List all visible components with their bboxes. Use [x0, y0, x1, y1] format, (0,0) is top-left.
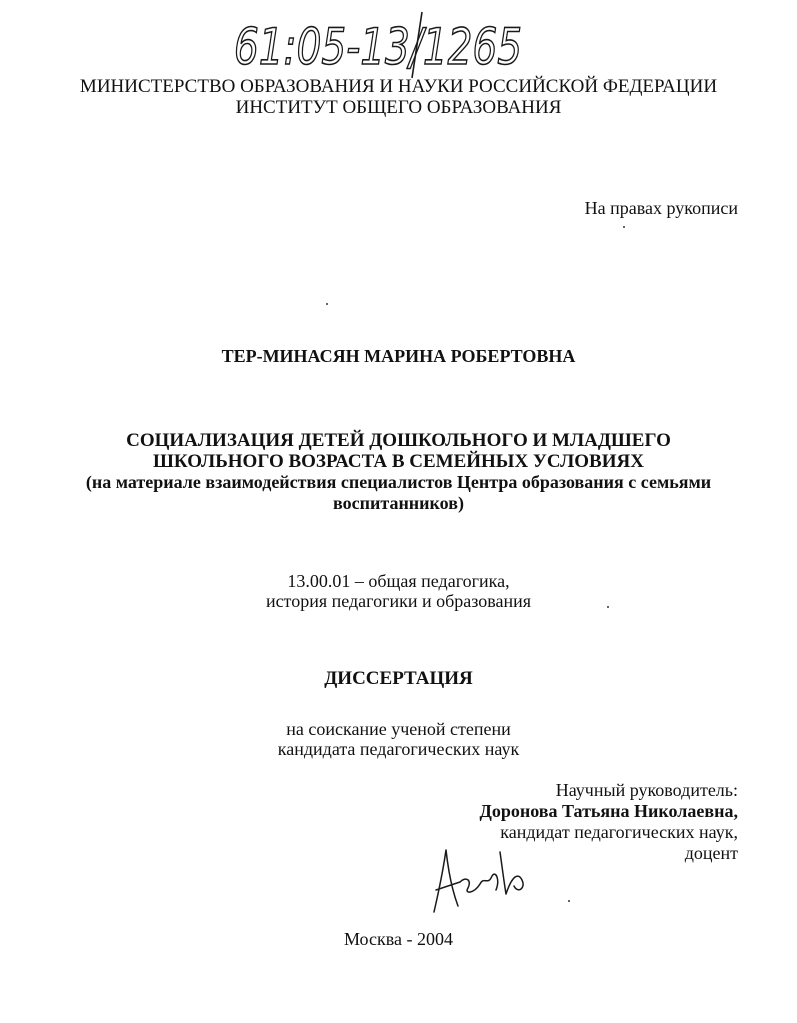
degree-line-1: на соискание ученой степени — [286, 719, 511, 739]
specialty-name: история педагогики и образования — [265, 591, 532, 611]
subtitle-line-1: (на материале взаимодействия специалистов Центра образования с семьями — [85, 472, 712, 492]
degree-line-2: кандидата педагогических наук — [277, 739, 520, 759]
supervisor-rank: доцент — [684, 843, 738, 863]
ministry-header: МИНИСТЕРСТВО ОБРАЗОВАНИЯ И НАУКИ РОССИЙСКОЙ ФЕДЕРАЦИИ — [79, 76, 718, 97]
scan-speck — [568, 900, 570, 902]
document-type: ДИССЕРТАЦИЯ — [324, 668, 473, 689]
scan-speck — [623, 226, 625, 228]
manuscript-rights-note: На правах рукописи — [584, 198, 738, 218]
signature-icon — [422, 846, 532, 922]
scan-speck — [326, 303, 328, 305]
title-line-2: ШКОЛЬНОГО ВОЗРАСТА В СЕМЕЙНЫХ УСЛОВИЯХ — [153, 451, 644, 472]
place-and-year: Москва - 2004 — [344, 929, 453, 949]
author-name: ТЕР-МИНАСЯН МАРИНА РОБЕРТОВНА — [221, 346, 576, 366]
scan-speck — [607, 606, 609, 608]
handwritten-archive-number — [228, 8, 528, 80]
institute-header: ИНСТИТУТ ОБЩЕГО ОБРАЗОВАНИЯ — [235, 97, 562, 118]
subtitle-line-2: воспитанников) — [333, 493, 464, 513]
supervisor-name: Доронова Татьяна Николаевна, — [479, 801, 738, 821]
supervisor-degree: кандидат педагогических наук, — [500, 822, 738, 842]
title-line-1: СОЦИАЛИЗАЦИЯ ДЕТЕЙ ДОШКОЛЬНОГО И МЛАДШЕГО — [126, 430, 671, 451]
supervisor-label: Научный руководитель: — [555, 780, 738, 800]
svg-text:61:05-13/1265: 61:05-13/1265 — [234, 18, 522, 76]
specialty-code: 13.00.01 – общая педагогика, — [287, 571, 510, 591]
